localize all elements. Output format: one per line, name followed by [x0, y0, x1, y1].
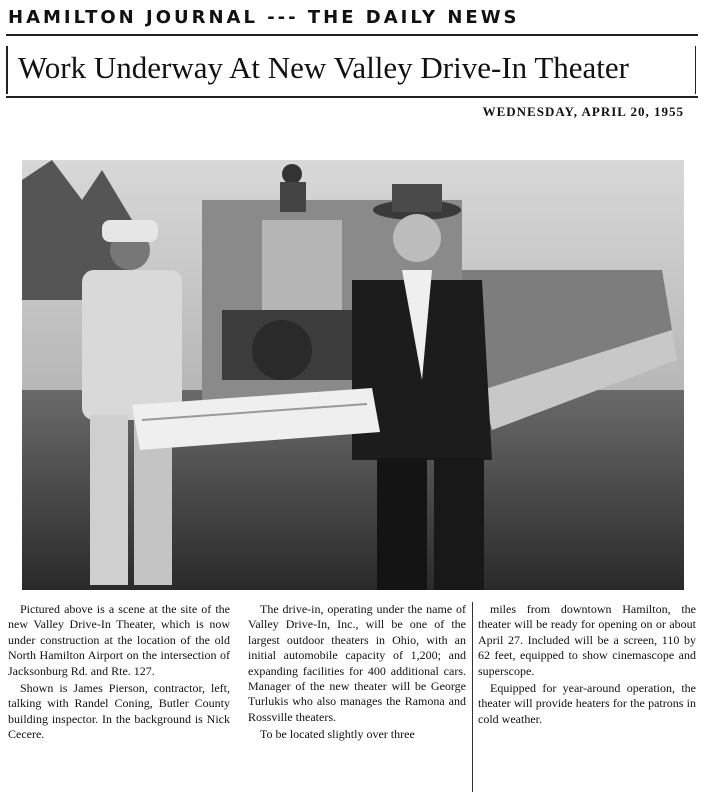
article-paragraph: To be located slightly over three — [260, 727, 415, 742]
article-paragraph: Shown is James Pierson, contractor, left, talking with Randel Coning, Butler County building inspector. In the background is Nick Cecere. — [8, 681, 230, 742]
article-paragraph: miles from downtown Hamilton, the theater will be ready for opening on or about April 27. Included will be a screen, 110 by 62 feet, equipped to show cinemascope and superscope. — [478, 602, 696, 678]
news-photo — [22, 160, 684, 590]
article-column-2 — [248, 602, 466, 745]
headline-rule — [6, 96, 698, 98]
article-paragraph: The drive-in, operating under the name of Valley Drive-In, Inc., will be one of the largest outdoor theaters in Ohio, with an initial automobile capacity of 1,200; and expanding facilities for 400 additional cars. Manager of the new theater will be George Turlukis who also manages the Ramona and Rossville theaters. — [248, 602, 466, 724]
article-paragraph: Equipped for year-around operation, the theater will provide heaters for the patrons in cold weather. — [478, 681, 696, 726]
headline: Work Underway At New Valley Drive-In Theater — [18, 50, 629, 85]
headline-box — [6, 46, 696, 94]
article-paragraph: Pictured above is a scene at the site of the new Valley Drive-In Theater, which is now under construction at the location of the old North Hamilton Airport on the intersection of Jacksonburg Rd. and Rte. 127. — [8, 602, 230, 678]
dateline: WEDNESDAY, APRIL 20, 1955 — [482, 104, 684, 119]
article-column-3 — [478, 602, 696, 729]
column-divider — [472, 602, 473, 792]
masthead: HAMILTON JOURNAL --- THE DAILY NEWS — [8, 7, 520, 28]
article-column-1 — [8, 602, 230, 745]
photo-illustration — [22, 160, 684, 590]
masthead-rule — [6, 34, 698, 36]
